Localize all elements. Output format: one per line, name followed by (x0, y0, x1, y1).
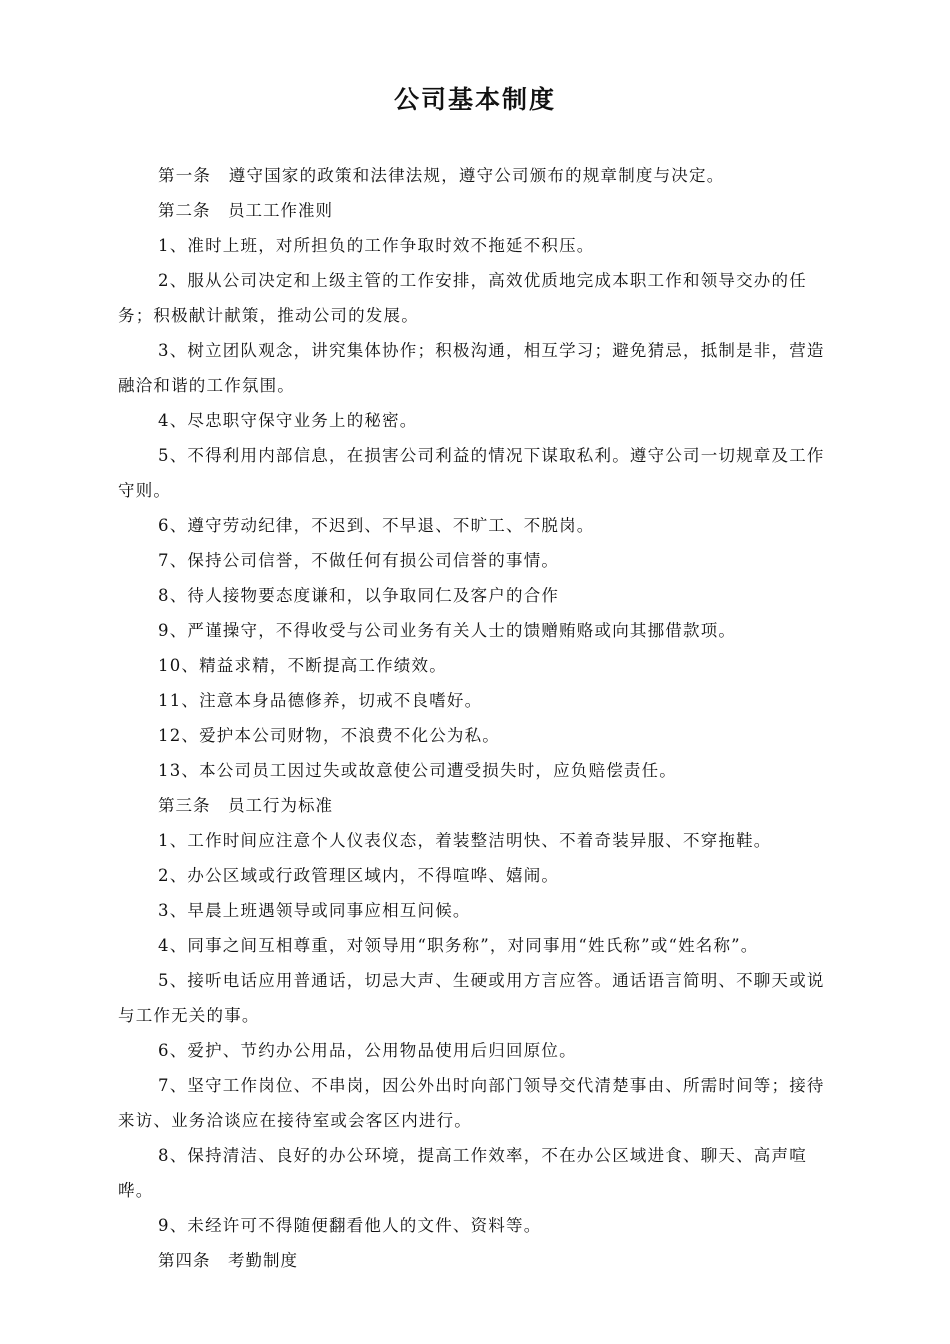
article-2-item-3: 3、树立团队观念，讲究集体协作；积极沟通，相互学习；避免猜忌，抵制是非，营造融洽和谐的工作氛围。 (118, 341, 825, 395)
article-2-item-11: 11、注意本身品德修养，切戒不良嗜好。 (158, 691, 483, 710)
article-4-heading: 第四条 考勤制度 (158, 1251, 298, 1270)
article-2-item-4: 4、尽忠职守保守业务上的秘密。 (158, 411, 418, 430)
article-3-item-5: 5、接听电话应用普通话，切忌大声、生硬或用方言应答。通话语言简明、不聊天或说与工作无关的事。 (118, 971, 825, 1025)
article-3-item-7: 7、坚守工作岗位、不串岗，因公外出时向部门领导交代清楚事由、所需时间等；接待来访、业务洽谈应在接待室或会客区内进行。 (118, 1076, 825, 1130)
article-2-item-8: 8、待人接物要态度谦和，以争取同仁及客户的合作 (158, 586, 560, 605)
document-body (118, 158, 838, 1278)
article-2-item-13: 13、本公司员工因过失或故意使公司遭受损失时，应负赔偿责任。 (158, 761, 677, 780)
article-2-item-2: 2、服从公司决定和上级主管的工作安排，高效优质地完成本职工作和领导交办的任务；积极献计献策，推动公司的发展。 (118, 271, 807, 325)
article-3-item-3: 3、早晨上班遇领导或同事应相互问候。 (158, 901, 471, 920)
article-2-item-1: 1、准时上班，对所担负的工作争取时效不拖延不积压。 (158, 236, 595, 255)
article-2-item-6: 6、遵守劳动纪律，不迟到、不早退、不旷工、不脱岗。 (158, 516, 595, 535)
article-2-item-5: 5、不得利用内部信息，在损害公司利益的情况下谋取私利。遵守公司一切规章及工作守则。 (118, 446, 825, 500)
article-3-item-2: 2、办公区域或行政管理区域内，不得喧哗、嬉闹。 (158, 866, 560, 885)
article-3-heading: 第三条 员工行为标准 (158, 796, 333, 815)
article-3-item-1: 1、工作时间应注意个人仪表仪态，着装整洁明快、不着奇装异服、不穿拖鞋。 (158, 831, 772, 850)
article-3-item-6: 6、爱护、节约办公用品，公用物品使用后归回原位。 (158, 1041, 577, 1060)
document-title: 公司基本制度 (393, 85, 556, 114)
article-2-heading: 第二条 员工工作准则 (158, 201, 333, 220)
article-2-item-7: 7、保持公司信誉，不做任何有损公司信誉的事情。 (158, 551, 560, 570)
article-3-item-9: 9、未经许可不得随便翻看他人的文件、资料等。 (158, 1216, 542, 1235)
article-3-item-4: 4、同事之间互相尊重，对领导用“职务称”，对同事用“姓氏称”或“姓名称”。 (158, 936, 759, 955)
article-2-item-10: 10、精益求精，不断提高工作绩效。 (158, 656, 447, 675)
article-2-item-9: 9、严谨操守，不得收受与公司业务有关人士的馈赠贿赂或向其挪借款项。 (158, 621, 737, 640)
article-3-item-8: 8、保持清洁、良好的办公环境，提高工作效率，不在办公区域进食、聊天、高声喧哗。 (118, 1146, 807, 1200)
article-1: 第一条 遵守国家的政策和法律法规，遵守公司颁布的规章制度与决定。 (158, 166, 725, 185)
article-2-item-12: 12、爱护本公司财物，不浪费不化公为私。 (158, 726, 500, 745)
